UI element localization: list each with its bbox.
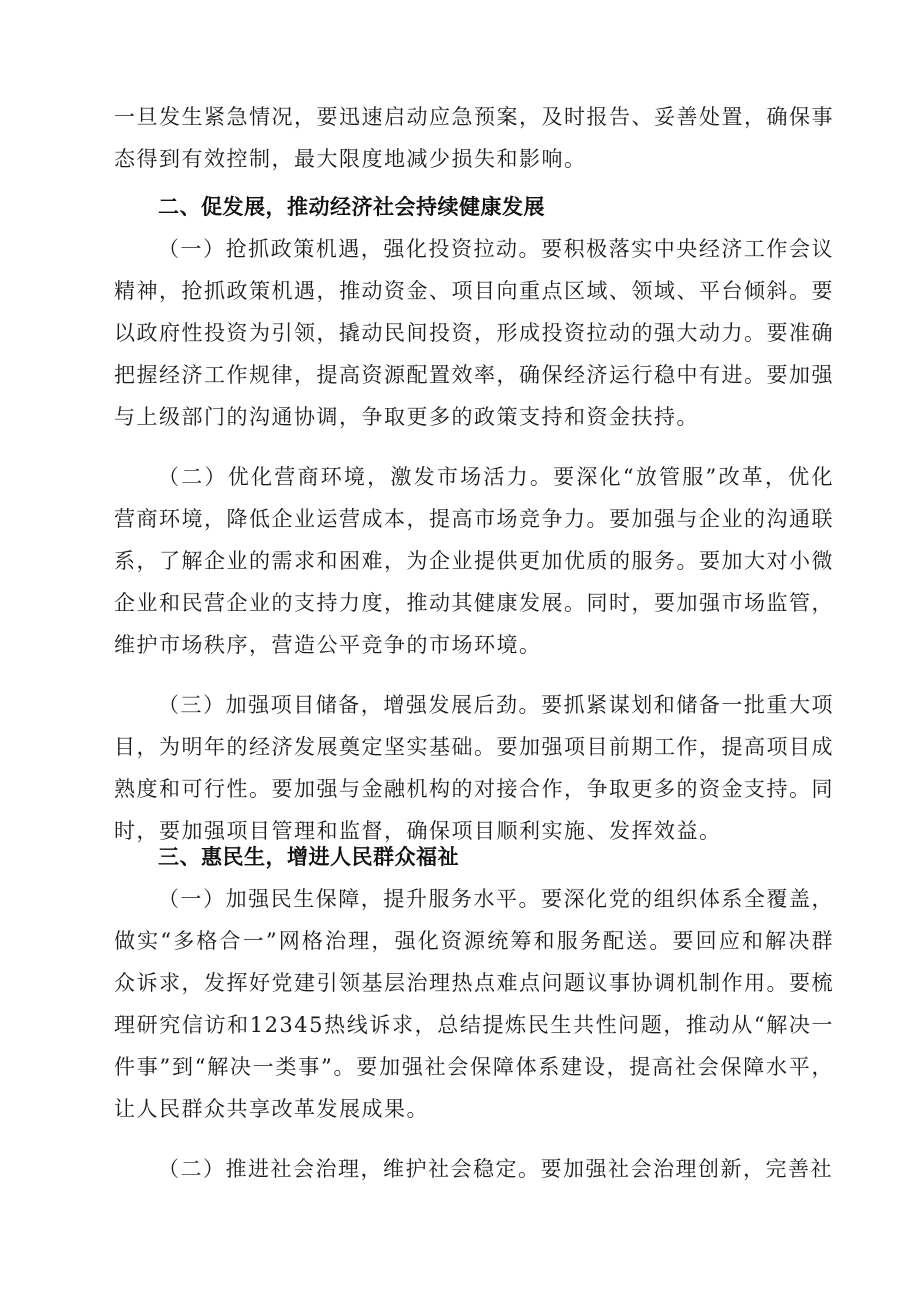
section-3-heading: 三、惠民生，增进人民群众福祉 (158, 845, 459, 869)
intro-paragraph: 一旦发生紧急情况，要迅速启动应急预案，及时报告、妥善处置，确保事态得到有效控制，最大限度地减少损失和影响。 (114, 105, 834, 171)
section-3-paragraph-2: （二）推进社会治理，维护社会稳定。要加强社会治理创新，完善社 (158, 1157, 833, 1181)
section-2-paragraph-1: （一）抢抓政策机遇，强化投资拉动。要积极落实中央经济工作会议精神，抢抓政策机遇，推动资金、项目向重点区域、领域、平台倾斜。要以政府性投资为引领，撬动民间投资，形成投资拉动的强大动力。要准确把握经济工作规律，提高资源配置效率，确保经济运行稳中有进。要加强与上级部门的沟通协调，争取更多的政策支持和资金扶持。 (114, 237, 834, 429)
section-2-paragraph-2: （二）优化营商环境，激发市场活力。要深化“放管服”改革，优化营商环境，降低企业运营成本，提高市场竞争力。要加强与企业的沟通联系，了解企业的需求和困难，为企业提供更加优质的服务。要加大对小微企业和民营企业的支持力度，推动其健康发展。同时，要加强市场监管，维护市场秩序，营造公平竞争的市场环境。 (114, 465, 834, 657)
section-2-paragraph-3: （三）加强项目储备，增强发展后劲。要抓紧谋划和储备一批重大项目，为明年的经济发展奠定坚实基础。要加强项目前期工作，提高项目成熟度和可行性。要加强与金融机构的对接合作，争取更多的资金支持。同时，要加强项目管理和监督，确保项目顺利实施、发挥效益。 (114, 693, 834, 843)
section-2-heading: 二、促发展，推动经济社会持续健康发展 (158, 195, 545, 219)
intro-text (114, 96, 834, 180)
section-3-paragraph-1: （一）加强民生保障，提升服务水平。要深化党的组织体系全覆盖，做实“多格合一”网格治理，强化资源统筹和服务配送。要回应和解决群众诉求，发挥好党建引领基层治理热点难点问题议事协调机制作用。要梳理研究信访和12345热线诉求，总结提炼民生共性问题，推动从“解决一件事”到“解决一类事”。要加强社会保障体系建设，提高社会保障水平，让人民群众共享改革发展成果。 (114, 887, 834, 1121)
section-2-body (114, 228, 834, 852)
section-3-body (114, 878, 834, 1190)
